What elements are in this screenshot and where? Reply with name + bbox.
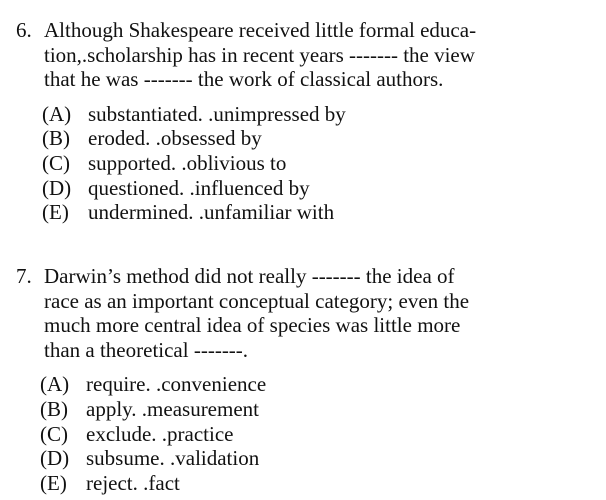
answer-choices xyxy=(16,102,596,225)
question-stem xyxy=(16,264,596,362)
stem-line: tion,.scholarship has in recent years ------- the view xyxy=(44,42,475,67)
answer-choices xyxy=(16,372,596,495)
choice-text: apply. .measurement xyxy=(86,396,259,421)
stem-line: race as an important conceptual category; even the xyxy=(44,288,470,313)
stem-line: Darwin’s method did not really ------- the idea of xyxy=(44,264,455,288)
answer-choice-b[interactable] xyxy=(42,126,596,151)
choice-letter: (A) xyxy=(40,372,70,397)
question-6 xyxy=(16,18,596,225)
choice-letter: (C) xyxy=(42,150,70,175)
question-text xyxy=(44,264,596,362)
choice-text: substantiated. .unimpressed by xyxy=(88,101,346,126)
stem-line: much more central idea of species was little more xyxy=(44,313,461,338)
question-number: 7. xyxy=(16,264,32,288)
choice-text: require. .convenience xyxy=(86,372,267,397)
choice-text: exclude. .practice xyxy=(86,421,234,446)
stem-line: Although Shakespeare received little formal educa- xyxy=(44,18,477,42)
answer-choice-d[interactable] xyxy=(40,446,596,471)
answer-choice-b[interactable] xyxy=(40,397,596,422)
answer-choice-c[interactable] xyxy=(42,151,596,176)
choice-letter: (B) xyxy=(42,126,70,151)
answer-choice-d[interactable] xyxy=(42,176,596,201)
answer-choice-e[interactable] xyxy=(40,471,596,496)
choice-letter: (D) xyxy=(42,175,72,200)
choice-letter: (E) xyxy=(40,470,67,495)
question-7 xyxy=(16,264,596,495)
answer-choice-a[interactable] xyxy=(42,102,596,127)
choice-text: undermined. .unfamiliar with xyxy=(88,200,335,225)
choice-text: reject. .fact xyxy=(86,470,180,495)
question-number: 6. xyxy=(16,18,32,42)
choice-letter: (B) xyxy=(40,396,68,421)
answer-choice-e[interactable] xyxy=(42,200,596,225)
choice-letter: (A) xyxy=(42,101,72,126)
question-stem xyxy=(16,18,596,92)
choice-text: questioned. .influenced by xyxy=(88,175,310,200)
choice-letter: (D) xyxy=(40,446,70,471)
question-text xyxy=(44,18,596,92)
choice-letter: (C) xyxy=(40,421,68,446)
choice-text: subsume. .validation xyxy=(86,446,260,471)
answer-choice-a[interactable] xyxy=(40,372,596,397)
stem-line: than a theoretical -------. xyxy=(44,337,249,362)
answer-choice-c[interactable] xyxy=(40,422,596,447)
choice-text: supported. .oblivious to xyxy=(88,150,287,175)
stem-line: that he was ------- the work of classical authors. xyxy=(44,67,444,92)
choice-letter: (E) xyxy=(42,200,69,225)
choice-text: eroded. .obsessed by xyxy=(88,126,262,151)
